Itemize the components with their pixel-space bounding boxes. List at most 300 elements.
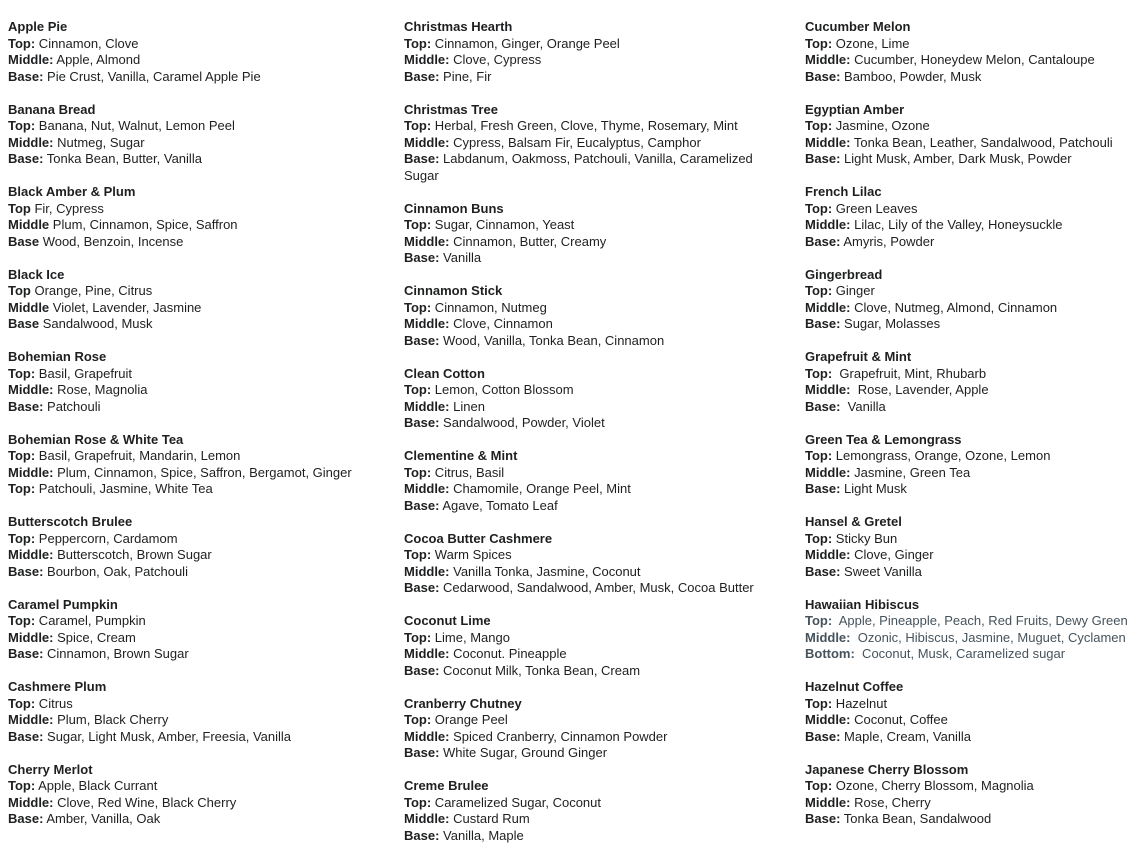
column-3 (805, 19, 1147, 861)
note-label: Middle: (404, 52, 450, 67)
note-value: Coconut Milk, Tonka Bean, Cream (439, 662, 641, 678)
note-value: Plum, Cinnamon, Spice, Saffron (49, 217, 238, 232)
fragrance-name: Creme Brulee (404, 778, 489, 793)
note-line (8, 283, 404, 300)
note-value: Fir, Cypress (30, 200, 104, 216)
note-line (404, 316, 779, 333)
note-line (404, 745, 779, 762)
note-value: Pine, Fir (439, 68, 492, 84)
note-line (8, 36, 404, 53)
note-value: Cucumber, Honeydew Melon, Cantaloupe (850, 52, 1095, 67)
note-value: Vanilla Tonka, Jasmine, Coconut (449, 563, 641, 579)
fragrance-entry (805, 597, 1147, 663)
fragrance-name: Cashmere Plum (8, 679, 107, 694)
note-label: Base: (404, 497, 440, 513)
note-value: Tonka Bean, Sandalwood (840, 811, 992, 826)
note-label: Base: (805, 68, 841, 84)
note-label: Top: (805, 365, 833, 381)
note-line (404, 250, 779, 267)
note-label: Middle: (805, 134, 851, 150)
fragrance-name: Black Ice (8, 266, 65, 282)
note-value: Butterscotch, Brown Sugar (53, 547, 212, 562)
note-line (8, 69, 404, 86)
fragrance-entry (8, 514, 404, 580)
note-value: Basil, Grapefruit (35, 365, 133, 381)
note-line (805, 547, 1147, 564)
note-value: Light Musk (840, 481, 907, 496)
note-label: Middle: (404, 728, 450, 744)
note-label: Top: (404, 629, 432, 645)
note-line (404, 646, 779, 663)
note-line (805, 283, 1147, 300)
note-line (404, 217, 779, 234)
note-label: Base: (404, 580, 440, 595)
note-line (8, 531, 404, 548)
note-value: Ginger (832, 283, 875, 298)
note-value: Sugar, Molasses (840, 316, 941, 331)
note-value: Coconut, Musk, Caramelized sugar (854, 646, 1066, 661)
note-line (404, 333, 779, 350)
note-value: Sandalwood, Powder, Violet (439, 415, 605, 430)
note-label: Top: (404, 382, 432, 397)
note-value: Plum, Cinnamon, Spice, Saffron, Bergamot, Ginger (53, 464, 352, 480)
note-value: Tonka Bean, Butter, Vanilla (43, 151, 202, 166)
fragrance-name: Cinnamon Buns (404, 200, 504, 216)
note-line (404, 465, 779, 482)
fragrance-name: Clean Cotton (404, 365, 485, 381)
note-value: Lemongrass, Orange, Ozone, Lemon (832, 448, 1051, 463)
note-line (404, 547, 779, 564)
note-line (8, 811, 404, 828)
note-value: Rose, Lavender, Apple (850, 382, 989, 397)
note-value: Bamboo, Powder, Musk (840, 68, 982, 84)
fragrance-entry (805, 514, 1147, 580)
note-value: Amyris, Powder (840, 233, 935, 249)
note-value: Ozonic, Hibiscus, Jasmine, Muguet, Cyclamen (850, 629, 1126, 645)
note-value: Custard Rum (449, 811, 530, 826)
note-line (404, 811, 779, 828)
note-line (404, 36, 779, 53)
note-line (404, 498, 779, 515)
fragrance-entry (805, 19, 1147, 85)
note-value: Maple, Cream, Vanilla (840, 728, 971, 744)
fragrance-name: Cucumber Melon (805, 19, 911, 34)
note-label: Top: (404, 547, 432, 562)
fragrance-name: Christmas Hearth (404, 19, 513, 34)
note-line (404, 135, 779, 152)
note-label: Top: (404, 712, 432, 727)
note-label: Middle: (404, 134, 450, 150)
note-value: Clove, Cypress (449, 52, 542, 67)
fragrance-name: Bohemian Rose (8, 349, 107, 364)
note-label: Top: (8, 365, 36, 381)
note-line (8, 564, 404, 581)
note-line (8, 547, 404, 564)
note-value: Sandalwood, Musk (39, 316, 153, 331)
note-value: White Sugar, Ground Ginger (439, 745, 608, 760)
note-line (805, 795, 1147, 812)
note-label: Base: (404, 68, 440, 84)
note-value: Labdanum, Oakmoss, Patchouli, Vanilla, Caramelized Sugar (404, 151, 757, 183)
note-label: Middle: (8, 382, 54, 397)
note-line (404, 564, 779, 581)
note-value: Citrus, Basil (431, 464, 505, 480)
note-value: Ozone, Lime (832, 35, 910, 51)
note-label: Middle: (8, 547, 54, 562)
note-line (8, 201, 404, 218)
note-value: Jasmine, Green Tea (850, 464, 971, 480)
note-line (8, 613, 404, 630)
fragrance-name: Butterscotch Brulee (8, 514, 133, 529)
note-line (8, 52, 404, 69)
note-value: Peppercorn, Cardamom (35, 530, 178, 546)
note-value: Plum, Black Cherry (53, 712, 169, 727)
fragrance-name: Hawaiian Hibiscus (805, 596, 920, 612)
note-line (805, 448, 1147, 465)
note-value: Chamomile, Orange Peel, Mint (449, 481, 631, 496)
note-value: Green Leaves (832, 200, 918, 216)
note-line (805, 234, 1147, 251)
note-label: Middle: (805, 794, 851, 810)
note-value: Cinnamon, Brown Sugar (43, 646, 189, 661)
note-label: Top: (8, 118, 36, 133)
fragrance-entry (805, 267, 1147, 333)
note-line (8, 795, 404, 812)
note-label: Middle: (404, 646, 450, 661)
note-line (805, 712, 1147, 729)
note-label: Base: (404, 332, 440, 348)
note-value: Cinnamon, Butter, Creamy (449, 233, 607, 249)
fragrance-name: Apple Pie (8, 19, 68, 34)
note-value: Spice, Cream (53, 629, 136, 645)
note-line (805, 613, 1147, 630)
note-value: Citrus (35, 695, 73, 711)
note-value: Cinnamon, Nutmeg (431, 299, 547, 315)
note-value: Apple, Pineapple, Peach, Red Fruits, Dewy Green (832, 613, 1128, 628)
note-line (8, 151, 404, 168)
fragrance-entry (404, 531, 779, 597)
note-line (404, 399, 779, 416)
note-value: Warm Spices (431, 547, 512, 562)
note-label: Middle: (805, 712, 851, 727)
fragrance-entry (404, 613, 779, 679)
note-label: Base: (404, 662, 440, 678)
note-label: Top: (8, 448, 36, 463)
note-line (805, 465, 1147, 482)
note-line (805, 729, 1147, 746)
note-label: Top: (805, 778, 833, 793)
fragrance-entry (404, 19, 779, 85)
note-value: Sweet Vanilla (840, 563, 922, 579)
note-value: Bourbon, Oak, Patchouli (43, 563, 188, 579)
note-value: Patchouli, Jasmine, White Tea (35, 481, 213, 496)
note-line (8, 366, 404, 383)
note-line (805, 316, 1147, 333)
note-line (805, 630, 1147, 647)
fragrance-name: Egyptian Amber (805, 101, 905, 117)
note-label: Middle: (404, 233, 450, 249)
fragrance-name: Cinnamon Stick (404, 283, 503, 298)
note-label: Top: (404, 35, 432, 51)
note-label: Top (8, 200, 31, 216)
note-label: Top: (8, 778, 36, 793)
note-label: Top: (404, 217, 432, 232)
fragrance-name: French Lilac (805, 184, 882, 199)
column-2 (404, 19, 805, 861)
note-line (805, 696, 1147, 713)
note-label: Base: (404, 415, 440, 430)
fragrance-name: Gingerbread (805, 266, 883, 282)
note-line (8, 382, 404, 399)
fragrance-name: Clementine & Mint (404, 448, 518, 463)
fragrance-entry (404, 778, 779, 844)
note-value: Clove, Cinnamon (449, 316, 553, 331)
note-label: Base: (8, 728, 44, 744)
note-label: Base: (8, 151, 44, 166)
note-value: Sugar, Cinnamon, Yeast (431, 217, 575, 232)
note-value: Apple, Black Currant (35, 778, 158, 793)
note-value: Sticky Bun (832, 530, 898, 546)
note-label: Middle: (404, 398, 450, 414)
note-line (8, 234, 404, 251)
fragrance-name: Cocoa Butter Cashmere (404, 530, 553, 546)
fragrance-entry (805, 762, 1147, 828)
note-label: Base: (805, 811, 841, 826)
note-value: Caramelized Sugar, Coconut (431, 794, 601, 810)
note-value: Patchouli (43, 398, 101, 414)
note-label: Middle: (805, 299, 851, 315)
note-label: Middle: (805, 464, 851, 480)
note-label: Top (8, 283, 31, 298)
note-line (404, 52, 779, 69)
note-label: Middle: (805, 629, 851, 645)
note-label: Middle: (404, 563, 450, 579)
fragrance-name: Hazelnut Coffee (805, 679, 904, 694)
note-line (805, 151, 1147, 168)
note-line (404, 712, 779, 729)
note-label: Top: (805, 448, 833, 463)
note-line (8, 118, 404, 135)
note-label: Top: (805, 613, 833, 628)
note-line (805, 300, 1147, 317)
note-value: Cinnamon, Ginger, Orange Peel (431, 35, 620, 51)
note-label: Base: (404, 745, 440, 760)
note-label: Base: (8, 398, 44, 414)
note-value: Wood, Vanilla, Tonka Bean, Cinnamon (439, 332, 665, 348)
fragrance-entry (404, 366, 779, 432)
note-label: Base: (8, 646, 44, 661)
note-label: Middle: (805, 52, 851, 67)
note-value: Agave, Tomato Leaf (439, 497, 558, 513)
note-line (805, 481, 1147, 498)
fragrance-entry (805, 679, 1147, 745)
fragrance-name: Christmas Tree (404, 101, 498, 117)
note-line (805, 69, 1147, 86)
note-value: Grapefruit, Mint, Rhubarb (832, 365, 987, 381)
note-label: Base: (805, 481, 841, 496)
fragrance-entry (805, 432, 1147, 498)
note-label: Base: (404, 250, 440, 265)
note-label: Top: (8, 613, 36, 628)
note-value: Cedarwood, Sandalwood, Amber, Musk, Cocoa Butter (439, 580, 754, 595)
note-line (8, 399, 404, 416)
note-line (8, 465, 404, 482)
fragrance-entry (8, 102, 404, 168)
note-label: Top: (404, 299, 432, 315)
note-label: Top: (805, 118, 833, 133)
note-label: Middle: (8, 52, 54, 67)
note-value: Vanilla, Maple (439, 827, 524, 843)
note-label: Top: (404, 118, 432, 133)
fragrance-name: Grapefruit & Mint (805, 349, 912, 364)
note-line (8, 712, 404, 729)
note-label: Middle: (8, 629, 54, 645)
note-line (404, 300, 779, 317)
note-value: Hazelnut (832, 695, 888, 711)
note-line (8, 696, 404, 713)
note-line (404, 729, 779, 746)
note-line (805, 52, 1147, 69)
note-label: Base: (805, 151, 841, 166)
note-label: Top: (8, 530, 36, 546)
note-line (805, 564, 1147, 581)
fragrance-entry (805, 102, 1147, 168)
note-value: Tonka Bean, Leather, Sandalwood, Patchouli (850, 134, 1113, 150)
fragrance-entry (8, 679, 404, 745)
note-value: Apple, Almond (53, 52, 141, 67)
note-value: Ozone, Cherry Blossom, Magnolia (832, 778, 1034, 793)
fragrance-entry (404, 696, 779, 762)
note-label: Top: (8, 35, 36, 51)
fragrance-name: Black Amber & Plum (8, 184, 136, 199)
note-label: Middle: (404, 481, 450, 496)
note-label: Middle: (8, 134, 54, 150)
note-line (404, 580, 779, 597)
fragrance-name: Green Tea & Lemongrass (805, 431, 962, 447)
note-label: Base: (8, 811, 44, 826)
note-line (404, 795, 779, 812)
note-label: Middle: (805, 547, 851, 562)
note-line (404, 415, 779, 432)
fragrance-entry (404, 201, 779, 267)
note-value: Light Musk, Amber, Dark Musk, Powder (840, 151, 1072, 166)
fragrance-entry (8, 432, 404, 498)
note-line (8, 481, 404, 498)
fragrance-entry (8, 19, 404, 85)
column-1 (8, 19, 404, 861)
note-label: Base: (8, 563, 44, 579)
fragrance-name: Caramel Pumpkin (8, 596, 118, 612)
note-value: Rose, Magnolia (53, 382, 148, 397)
note-line (805, 382, 1147, 399)
note-line (404, 151, 779, 184)
fragrance-entry (8, 267, 404, 333)
note-label: Middle: (805, 217, 851, 232)
note-value: Lemon, Cotton Blossom (431, 382, 574, 397)
note-label: Top: (805, 200, 833, 216)
fragrance-entry (404, 448, 779, 514)
note-value: Clove, Red Wine, Black Cherry (53, 794, 237, 810)
note-line (805, 135, 1147, 152)
note-value: Herbal, Fresh Green, Clove, Thyme, Rosemary, Mint (431, 118, 738, 133)
note-label: Top: (805, 530, 833, 546)
note-value: Coconut. Pineapple (449, 646, 567, 661)
note-label: Base: (404, 827, 440, 843)
note-value: Clove, Ginger (850, 547, 934, 562)
note-line (805, 366, 1147, 383)
note-value: Pie Crust, Vanilla, Caramel Apple Pie (43, 68, 261, 84)
note-value: Cinnamon, Clove (35, 35, 139, 51)
note-label: Base: (805, 316, 841, 331)
note-line (805, 399, 1147, 416)
note-value: Linen (449, 398, 485, 414)
note-line (8, 778, 404, 795)
note-label: Top: (805, 35, 833, 51)
note-value: Orange Peel (431, 712, 508, 727)
note-value: Coconut, Coffee (850, 712, 948, 727)
note-value: Clove, Nutmeg, Almond, Cinnamon (850, 299, 1058, 315)
note-label: Top: (805, 695, 833, 711)
note-value: Caramel, Pumpkin (35, 613, 146, 628)
fragrance-entry (805, 349, 1147, 415)
note-line (805, 646, 1147, 663)
note-label: Base (8, 316, 40, 331)
note-label: Middle (8, 299, 50, 315)
note-value: Nutmeg, Sugar (53, 134, 145, 150)
note-label: Middle: (8, 464, 54, 480)
note-line (8, 630, 404, 647)
note-label: Top: (404, 794, 432, 810)
note-label: Base: (404, 151, 440, 166)
note-line (805, 778, 1147, 795)
note-line (404, 234, 779, 251)
note-line (8, 448, 404, 465)
note-value: Basil, Grapefruit, Mandarin, Lemon (35, 448, 241, 463)
note-value: Banana, Nut, Walnut, Lemon Peel (35, 118, 235, 133)
note-value: Lime, Mango (431, 629, 510, 645)
note-value: Sugar, Light Musk, Amber, Freesia, Vanilla (43, 728, 292, 744)
note-line (404, 118, 779, 135)
note-label: Base (8, 233, 40, 249)
fragrance-name: Cherry Merlot (8, 761, 93, 777)
note-line (404, 481, 779, 498)
note-value: Spiced Cranberry, Cinnamon Powder (449, 728, 668, 744)
note-value: Amber, Vanilla, Oak (43, 811, 161, 826)
note-label: Top: (404, 464, 432, 480)
note-line (8, 300, 404, 317)
note-value: Wood, Benzoin, Incense (39, 233, 184, 249)
note-line (8, 646, 404, 663)
note-label: Base: (805, 233, 841, 249)
note-label: Base: (8, 68, 44, 84)
note-label: Top: (8, 695, 36, 711)
note-value: Rose, Cherry (850, 794, 931, 810)
note-label: Base: (805, 728, 841, 744)
note-label: Bottom: (805, 646, 855, 661)
note-line (404, 382, 779, 399)
fragrance-entry (404, 283, 779, 349)
note-label: Middle: (404, 811, 450, 826)
note-label: Top: (805, 283, 833, 298)
fragrance-name: Japanese Cherry Blossom (805, 761, 969, 777)
note-line (805, 217, 1147, 234)
note-label: Middle: (404, 316, 450, 331)
note-value: Orange, Pine, Citrus (30, 283, 153, 298)
fragrance-entry (8, 597, 404, 663)
fragrance-entry (8, 184, 404, 250)
fragrance-entry (805, 184, 1147, 250)
note-line (404, 663, 779, 680)
